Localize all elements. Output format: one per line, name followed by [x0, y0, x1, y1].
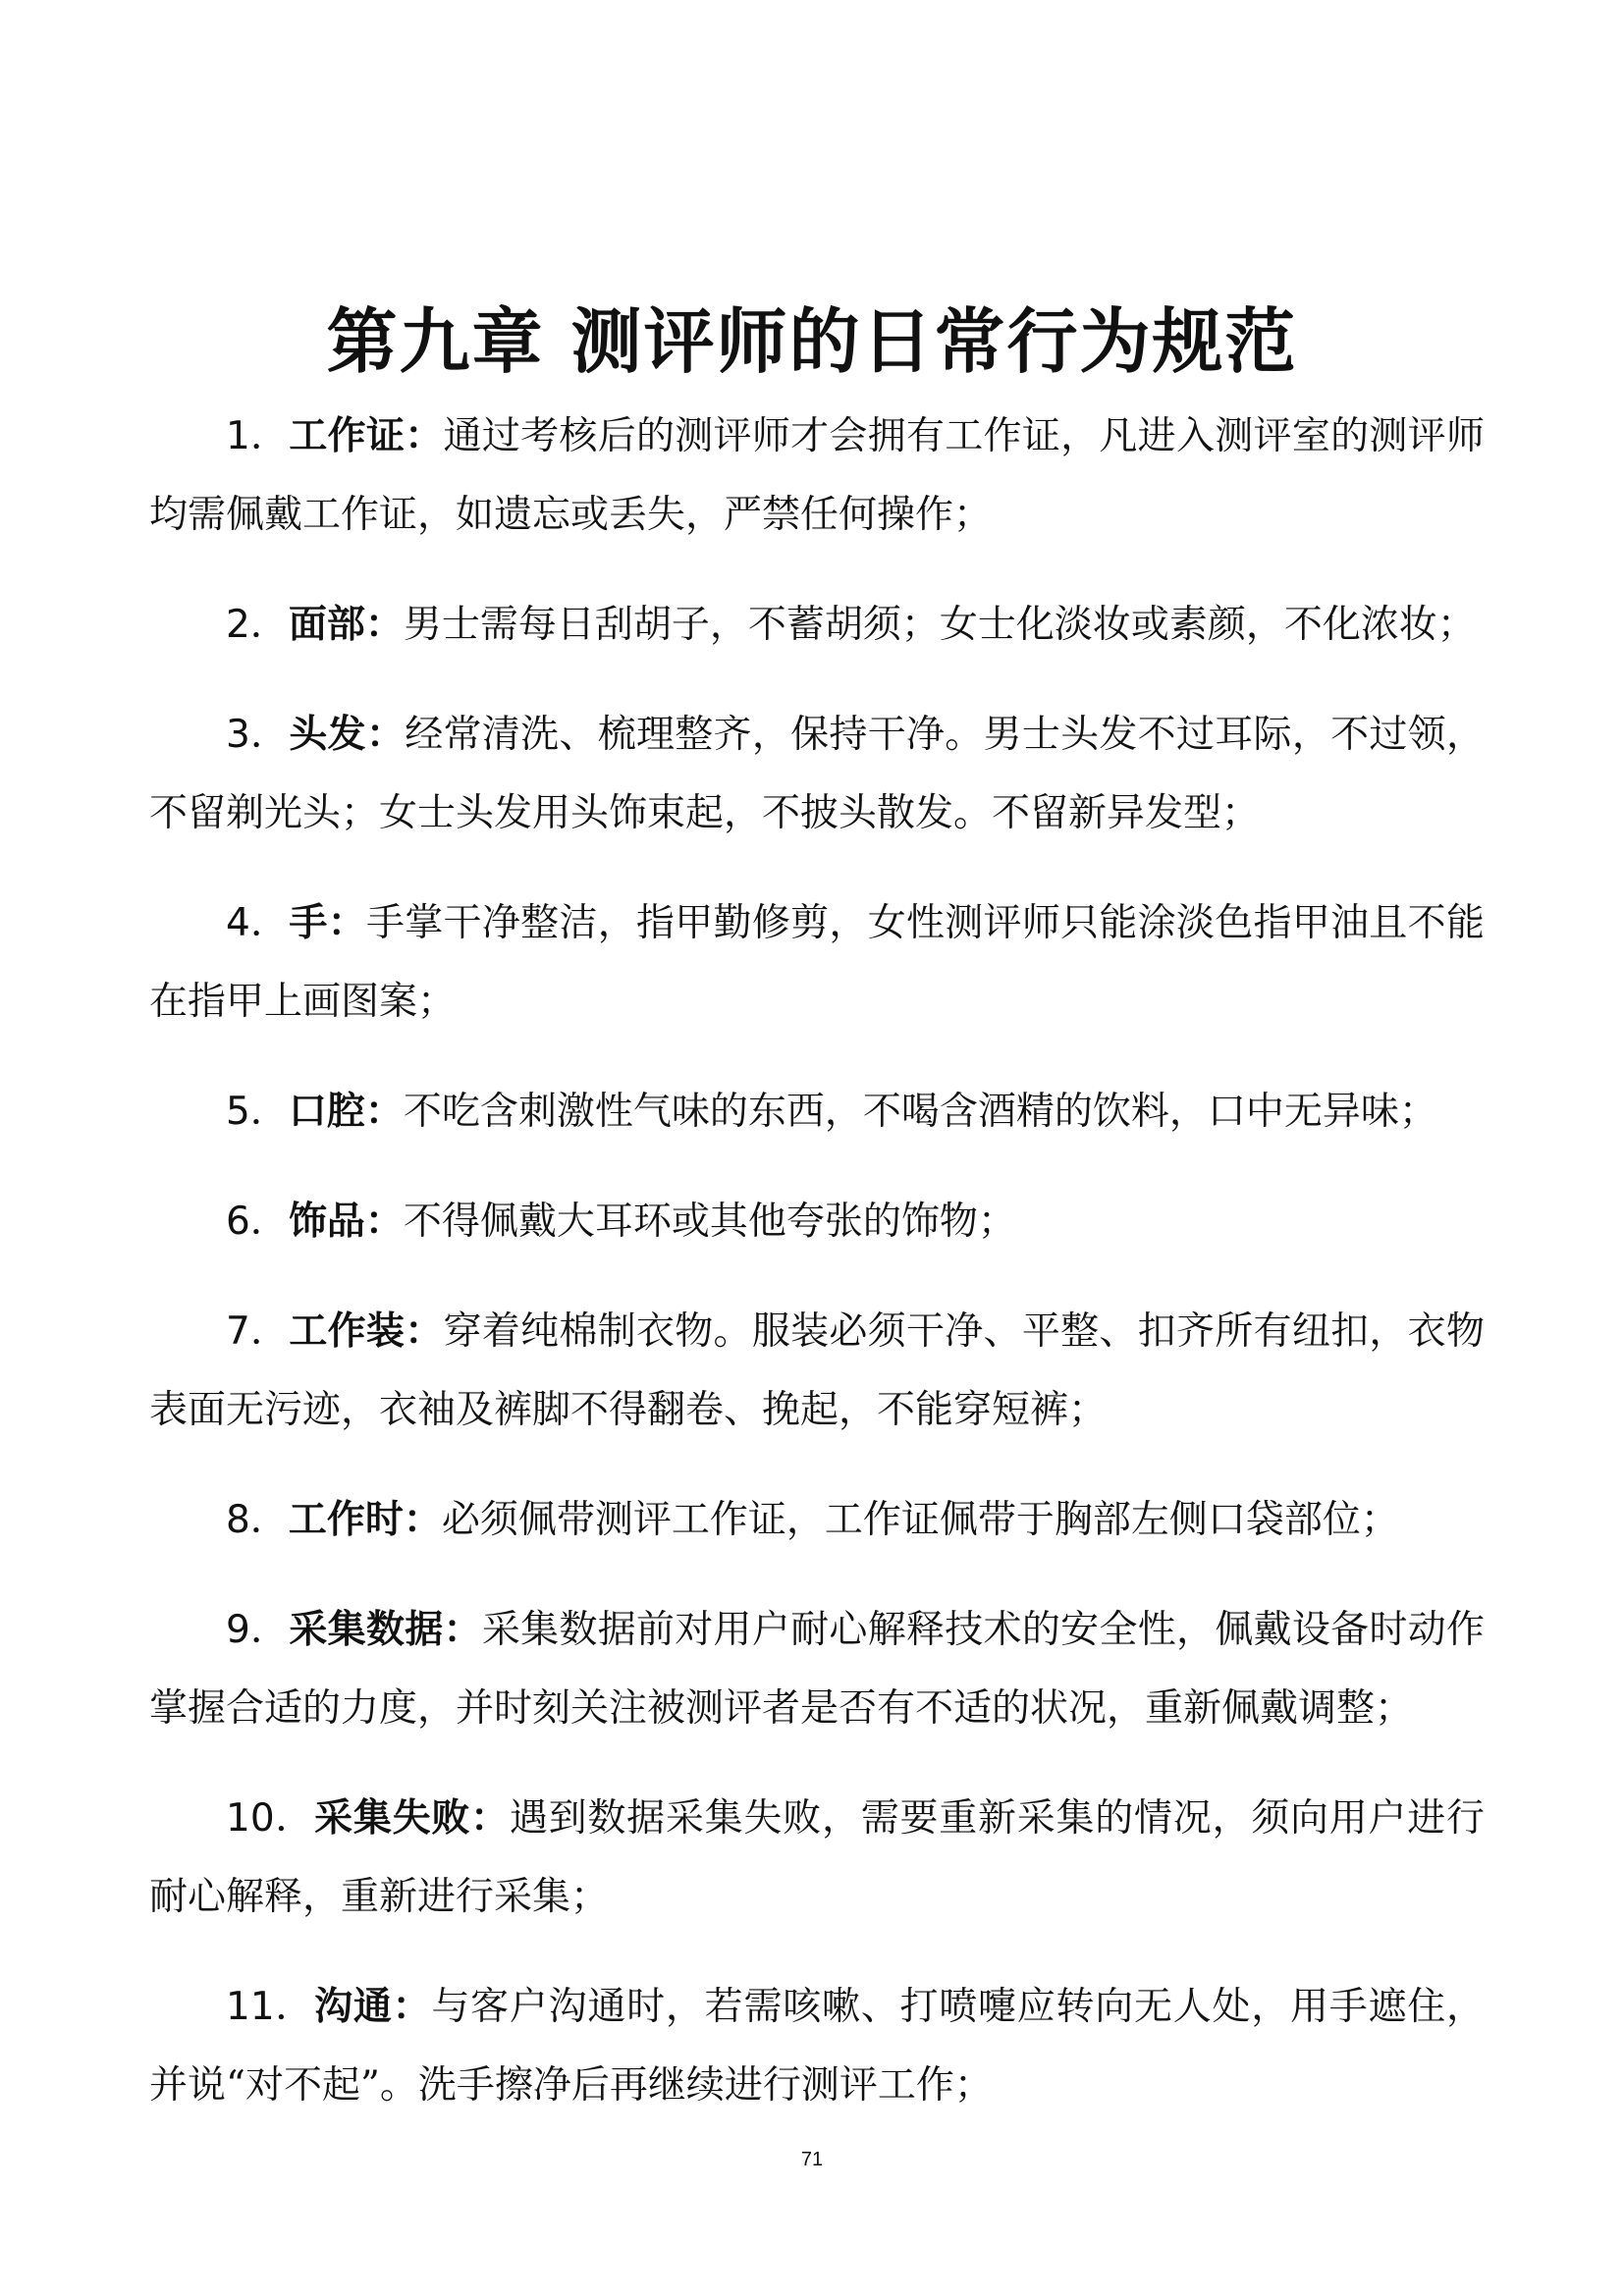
rule-colon: ： [364, 603, 404, 647]
rule-keyword: 手 [289, 901, 328, 945]
rule-number: 9． [226, 1608, 290, 1652]
rule-item [149, 1183, 1485, 1261]
rule-item [149, 884, 1485, 1041]
page-number: 71 [800, 2149, 824, 2170]
rule-item [149, 1293, 1485, 1450]
rule-text: 采集数据前对用户耐心解释技术的安全性，佩戴设备时动作掌握合适的力度，并时刻关注被测评者是否有不适的状况，重新佩戴调整； [149, 1608, 1485, 1731]
rule-colon: ： [405, 1309, 444, 1354]
rule-colon: ： [443, 1608, 482, 1652]
rule-text: 遇到数据采集失败，需要重新采集的情况，须向用户进行耐心解释，重新进行采集； [149, 1796, 1485, 1919]
rule-colon: ： [364, 1090, 404, 1134]
rule-keyword: 工作装 [289, 1309, 406, 1354]
rule-colon: ： [392, 1985, 432, 2029]
rule-item [149, 1481, 1485, 1560]
rule-number: 10． [226, 1796, 315, 1841]
rule-number: 1． [226, 414, 290, 458]
rule-text: 通过考核后的测评师才会拥有工作证，凡进入测评室的测评师均需佩戴工作证，如遗忘或丢失，严禁任何操作； [149, 414, 1485, 537]
rule-item [149, 696, 1485, 853]
rule-text: 必须佩带测评工作证，工作证佩带于胸部左侧口袋部位； [441, 1498, 1399, 1542]
rule-item [149, 1591, 1485, 1748]
rule-colon: ： [403, 1498, 442, 1542]
rule-number: 2． [226, 603, 289, 647]
rule-keyword: 工作时 [288, 1498, 404, 1542]
rule-text: 男士需每日刮胡子，不蓄胡须；女士化淡妆或素颜，不化浓妆； [403, 603, 1476, 647]
rule-text: 穿着纯棉制衣物。服装必须干净、平整、扣齐所有纽扣，衣物表面无污迹，衣袖及裤脚不得翻卷、挽起，不能穿短裤； [149, 1309, 1485, 1432]
rule-keyword: 采集失败 [314, 1796, 471, 1841]
rule-keyword: 沟通 [314, 1985, 393, 2029]
rule-item [149, 1780, 1485, 1937]
rule-colon: ： [327, 901, 366, 945]
rule-keyword: 工作证 [289, 414, 406, 458]
rule-text: 手掌干净整洁，指甲勤修剪，女性测评师只能涂淡色指甲油且不能在指甲上画图案； [149, 901, 1485, 1024]
rule-colon: ： [405, 414, 444, 458]
rule-keyword: 头发 [289, 713, 366, 757]
rule-number: 11． [226, 1985, 315, 2029]
rule-colon: ： [470, 1796, 510, 1841]
rule-number: 5． [226, 1090, 289, 1134]
rule-number: 8． [226, 1498, 289, 1542]
rule-text: 与客户沟通时，若需咳嗽、打喷嚏应转向无人处，用手遮住，并说“对不起”。洗手擦净后再继续进行测评工作； [149, 1985, 1485, 2108]
rule-number: 6． [226, 1200, 289, 1244]
rule-keyword: 饰品 [288, 1200, 365, 1244]
rule-text: 不吃含刺激性气味的东西，不喝含酒精的饮料，口中无异味； [403, 1090, 1437, 1134]
rule-text: 经常清洗、梳理整齐，保持干净。男士头发不过耳际，不过领，不留剃光头；女士头发用头饰束起，不披头散发。不留新异发型； [149, 713, 1485, 835]
rule-number: 7． [226, 1309, 290, 1354]
rule-colon: ： [364, 1200, 404, 1244]
rule-item [149, 398, 1485, 555]
rule-item [149, 1073, 1485, 1151]
chapter-title: 第九章 测评师的日常行为规范 [326, 300, 1298, 384]
rule-text: 不得佩戴大耳环或其他夸张的饰物； [403, 1200, 1016, 1244]
rule-item [149, 1968, 1485, 2125]
rule-number: 4． [226, 901, 290, 945]
rule-colon: ： [365, 713, 406, 757]
rule-keyword: 采集数据 [289, 1608, 444, 1652]
rule-number: 3． [226, 713, 290, 757]
rule-keyword: 口腔 [288, 1090, 365, 1134]
rules-list [149, 398, 1485, 2157]
rule-keyword: 面部 [288, 603, 365, 647]
rule-item [149, 586, 1485, 665]
